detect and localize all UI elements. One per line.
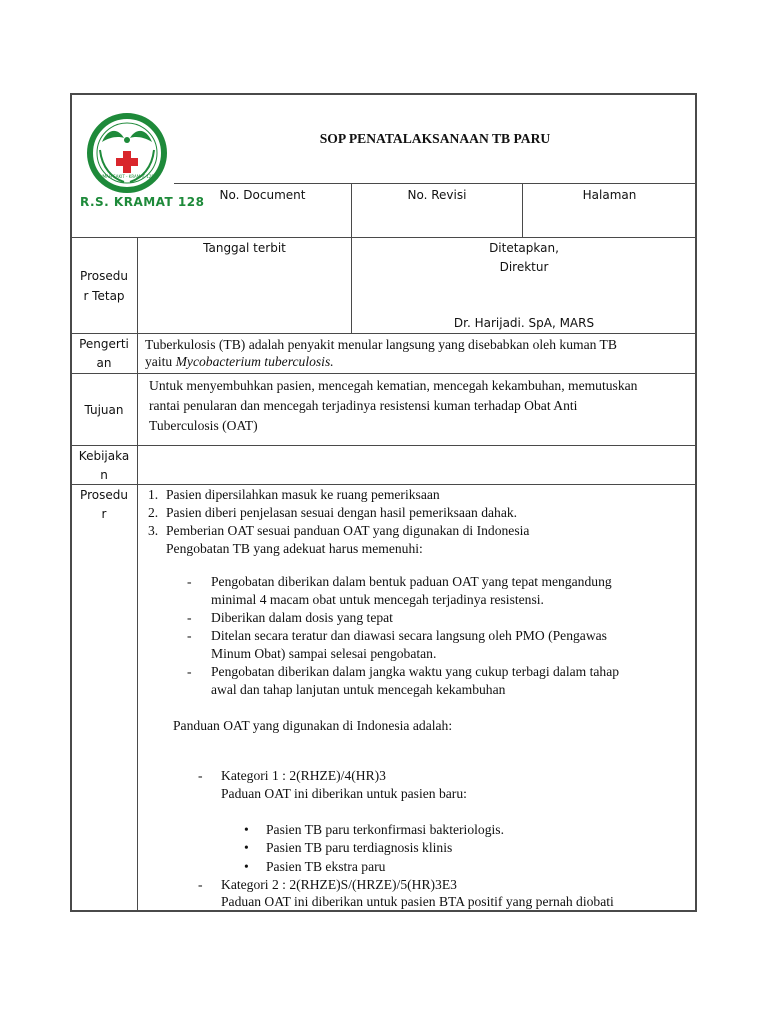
dash-marker: -: [198, 877, 203, 892]
logo-text: R.S. KRAMAT 128: [80, 195, 205, 209]
kategori-2: Kategori 2 : 2(RHZE)S/(HRZE)/5(HR)3E3: [221, 877, 457, 892]
prosedur-tetap-label: Prosedu: [80, 269, 128, 283]
no-document-header: No. Document: [219, 188, 306, 202]
row-divider: [71, 445, 697, 446]
procedure-step: Pemberian OAT sesuai panduan OAT yang digunakan di Indonesia: [166, 523, 530, 538]
pengertian-label: Pengerti: [79, 337, 129, 351]
header-divider: [174, 183, 696, 184]
requirement-item: Diberikan dalam dosis yang tepat: [211, 610, 393, 625]
tujuan-text: Tuberculosis (OAT): [149, 418, 258, 433]
step-number: 3.: [148, 523, 159, 538]
step3-subtext: Pengobatan TB yang adekuat harus memenuhi:: [166, 541, 423, 556]
step-number: 2.: [148, 505, 159, 520]
panduan-intro: Panduan OAT yang digunakan di Indonesia adalah:: [173, 718, 453, 733]
patient-category-item: Pasien TB ekstra paru: [266, 859, 386, 874]
kebijakan-label: n: [100, 468, 108, 482]
direktur-label: Direktur: [499, 260, 549, 274]
bullet-marker: •: [244, 822, 249, 837]
kategori-1: Kategori 1 : 2(RHZE)/4(HR)3: [221, 768, 386, 783]
prosedur-label: r: [101, 507, 107, 521]
tujuan-text: Untuk menyembuhkan pasien, mencegah kematian, mencegah kekambuhan, memutuskan: [149, 378, 638, 393]
prosedur-tetap-label: r Tetap: [83, 289, 125, 303]
no-revisi-header: No. Revisi: [407, 188, 467, 202]
row-divider: [71, 484, 697, 485]
bullet-marker: •: [244, 840, 249, 855]
pengertian-text: yaitu Mycobacterium tuberculosis.: [145, 354, 334, 369]
document-title: SOP PENATALAKSANAAN TB PARU: [319, 131, 551, 146]
bullet-marker: •: [244, 859, 249, 874]
kebijakan-label: Kebijaka: [78, 449, 130, 463]
dash-marker: -: [187, 628, 192, 643]
pengertian-text: Tuberkulosis (TB) adalah penyakit menular langsung yang disebabkan oleh kuman TB: [145, 337, 617, 352]
pengertian-label: an: [96, 356, 112, 370]
row-divider: [71, 237, 697, 238]
tujuan-label: Tujuan: [84, 403, 124, 417]
ditetapkan-label: Ditetapkan,: [489, 241, 559, 255]
procedure-step: Pasien diberi penjelasan sesuai dengan hasil pemeriksaan dahak.: [166, 505, 518, 520]
tanggal-terbit-label: Tanggal terbit: [203, 241, 286, 255]
tujuan-text: rantai penularan dan mencegah terjadinya resistensi kuman terhadap Obat Anti: [149, 398, 578, 413]
requirement-item: Ditelan secara teratur dan diawasi secara langsung oleh PMO (Pengawas: [211, 628, 607, 643]
step-number: 1.: [148, 487, 159, 502]
halaman-header: Halaman: [582, 188, 637, 202]
requirement-item: Pengobatan diberikan dalam jangka waktu yang cukup terbagi dalam tahap: [211, 664, 620, 679]
dash-marker: -: [187, 664, 192, 679]
dash-marker: -: [198, 768, 203, 783]
patient-category-item: Pasien TB paru terdiagnosis klinis: [266, 840, 453, 855]
requirement-item: minimal 4 macam obat untuk mencegah terjadinya resistensi.: [211, 592, 544, 607]
kategori-1-description: Paduan OAT ini diberikan untuk pasien baru:: [221, 786, 467, 801]
requirement-item: awal dan tahap lanjutan untuk mencegah kekambuhan: [211, 682, 506, 697]
kategori-2-description: Paduan OAT ini diberikan untuk pasien BTA positif yang pernah diobati: [221, 894, 614, 909]
logo-ring-text: RUMAH SAKIT - KRAMAT 128: [97, 174, 154, 179]
label-column-divider: [137, 237, 138, 911]
prosedur-label: Prosedu: [80, 488, 128, 502]
requirement-item: Minum Obat) sampai selesai pengobatan.: [211, 646, 437, 661]
patient-category-item: Pasien TB paru terkonfirmasi bakteriologis.: [266, 822, 504, 837]
procedure-step: Pasien dipersilahkan masuk ke ruang pemeriksaan: [166, 487, 440, 502]
requirement-item: Pengobatan diberikan dalam bentuk paduan OAT yang tepat mengandung: [211, 574, 612, 589]
dash-marker: -: [187, 610, 192, 625]
column-divider: [351, 183, 352, 333]
signatory-name: Dr. Harijadi. SpA, MARS: [453, 316, 595, 330]
dash-marker: -: [187, 574, 192, 589]
row-divider: [71, 333, 697, 334]
row-divider: [71, 373, 697, 374]
